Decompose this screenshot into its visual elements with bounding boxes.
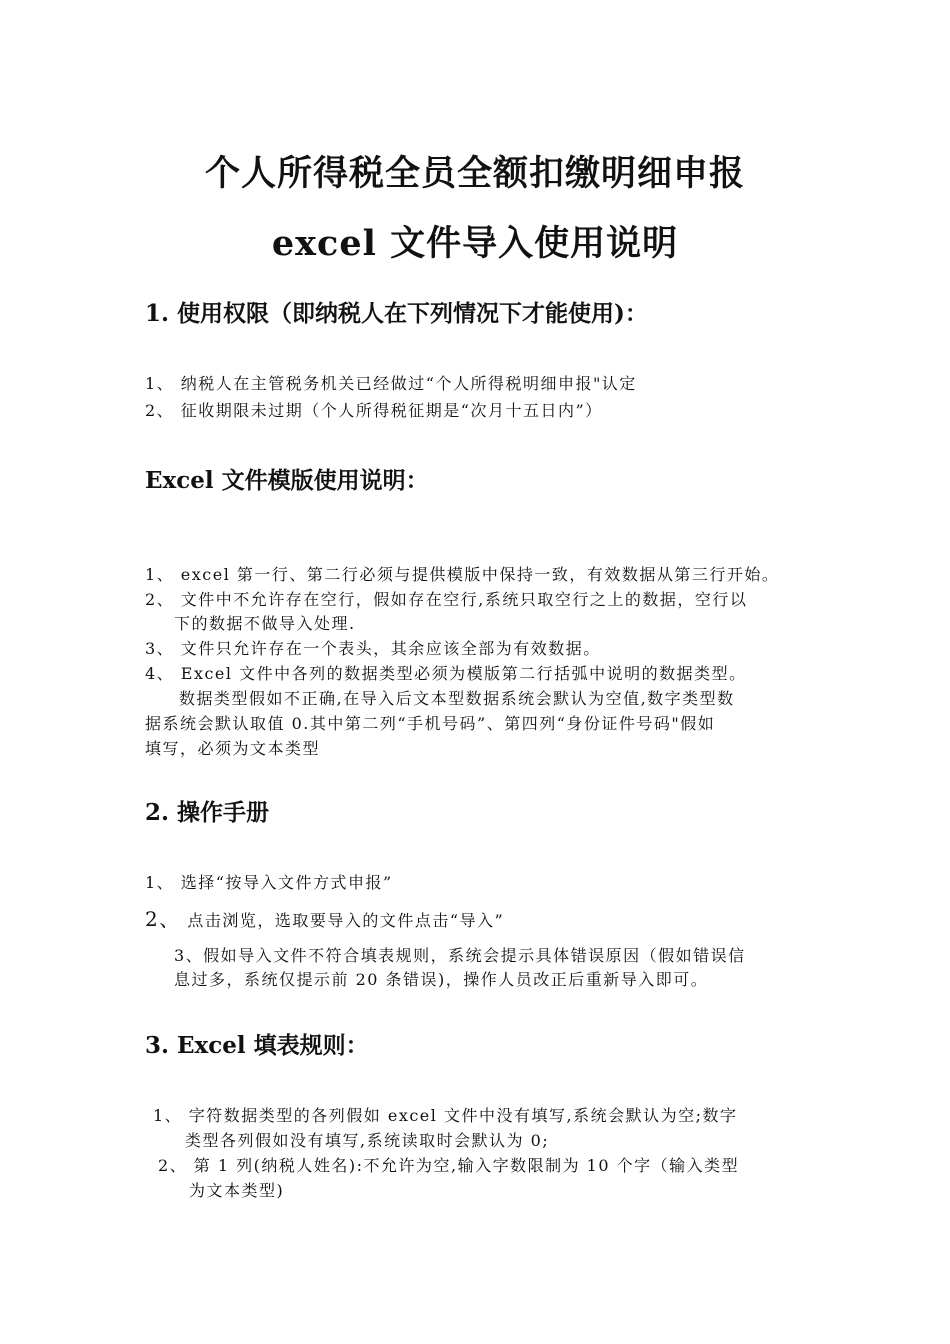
section-2-step-2-text: 点击浏览，选取要导入的文件点击“导入”	[187, 911, 505, 930]
section-2-step-2-number: 2、	[145, 907, 181, 931]
excel-paragraph-line-1: 数据类型假如不正确,在导入后文本型数据系统会默认为空值,数字类型数	[179, 689, 735, 708]
document-title: 个人所得税全员全额扣缴明细申报	[204, 153, 745, 194]
document-subtitle: excel 文件导入使用说明	[271, 223, 679, 264]
section-2-heading: 2. 操作手册	[145, 799, 270, 826]
excel-paragraph-line-2: 据系统会默认取值 0.其中第二列“手机号码”、第四列“身份证件号码"假如	[145, 714, 716, 733]
section-2-step-3-line-1: 3、假如导入文件不符合填表规则，系统会提示具体错误原因（假如错误信	[174, 946, 746, 965]
section-2-step-1: 1、 选择“按导入文件方式申报”	[145, 873, 393, 892]
excel-paragraph-line-3: 填写，必须为文本类型	[145, 739, 321, 758]
section-2-step-3-line-2: 息过多，系统仅提示前 20 条错误)，操作人员改正后重新导入即可。	[174, 970, 709, 989]
excel-item-3: 3、 文件只允许存在一个表头，其余应该全部为有效数据。	[145, 639, 601, 658]
excel-template-heading: Excel 文件模版使用说明：	[145, 467, 429, 494]
section-3-rule-1-line-1: 1、 字符数据类型的各列假如 excel 文件中没有填写,系统会默认为空;数字	[153, 1106, 738, 1125]
section-2-step-2	[145, 907, 504, 933]
section-3-rule-2-line-2: 为文本类型)	[189, 1181, 285, 1200]
section-1-item-2: 2、 征收期限未过期（个人所得税征期是“次月十五日内”）	[145, 401, 603, 420]
section-3-rule-1-line-2: 类型各列假如没有填写,系统读取时会默认为 0;	[185, 1131, 550, 1150]
section-1-heading: 1. 使用权限（即纳税人在下列情况下才能使用)：	[145, 300, 648, 327]
section-3-rule-2-line-1: 2、 第 1 列(纳税人姓名):不允许为空,输入字数限制为 10 个字（输入类型	[158, 1156, 740, 1175]
section-1-item-1: 1、 纳税人在主管税务机关已经做过“个人所得税明细申报"认定	[145, 374, 637, 393]
excel-item-4: 4、 Excel 文件中各列的数据类型必须为模版第二行括弧中说明的数据类型。	[145, 664, 747, 683]
section-3-heading: 3. Excel 填表规则：	[145, 1032, 369, 1059]
excel-item-2-line-2: 下的数据不做导入处理.	[174, 614, 356, 633]
excel-item-1: 1、 excel 第一行、第二行必须与提供模版中保持一致，有效数据从第三行开始。	[145, 565, 780, 584]
excel-item-2-line-1: 2、 文件中不允许存在空行，假如存在空行,系统只取空行之上的数据，空行以	[145, 590, 748, 609]
